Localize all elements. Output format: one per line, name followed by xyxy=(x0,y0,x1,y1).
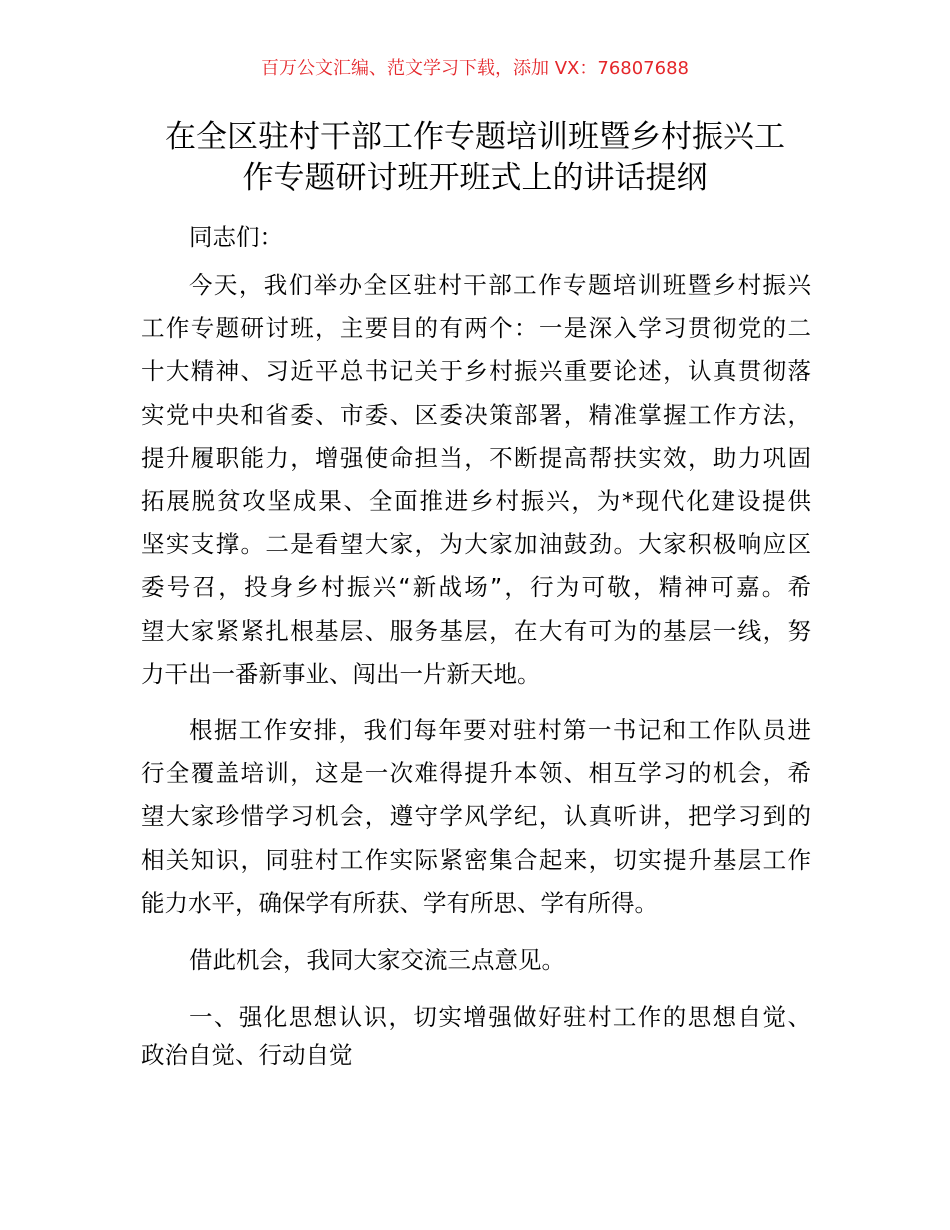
paragraph-5-line: 一、强化思想认识，切实增强做好驻村工作的思想自觉、 xyxy=(189,1003,811,1031)
paragraph-3-line: 行全覆盖培训，这是一次难得提升本领、相互学习的机会，希 xyxy=(141,759,811,788)
document-title-line-1: 在全区驻村干部工作专题培训班暨乡村振兴工 xyxy=(165,119,785,155)
paragraph-1-line: 同志们： xyxy=(189,223,283,251)
paragraph-3-line: 能力水平，确保学有所获、学有所思、学有所得。 xyxy=(141,888,658,917)
paragraph-3-line: 相关知识，同驻村工作实际紧密集合起来，切实提升基层工作 xyxy=(141,845,811,874)
paragraph-2-line: 工作专题研讨班，主要目的有两个：一是深入学习贯彻党的二 xyxy=(141,314,811,343)
paragraph-2-line: 委号召，投身乡村振兴“新战场”，行为可敬，精神可嘉。希 xyxy=(141,573,811,602)
paragraph-2-line: 坚实支撑。二是看望大家，为大家加油鼓劲。大家积极响应区 xyxy=(141,530,811,559)
watermark-banner: 百万公文汇编、范文学习下载，添加 VX：76807688 xyxy=(261,58,689,79)
paragraph-5-line: 政治自觉、行动自觉 xyxy=(141,1041,353,1069)
paragraph-2-line: 今天，我们举办全区驻村干部工作专题培训班暨乡村振兴 xyxy=(189,271,811,299)
paragraph-2-line: 望大家紧紧扎根基层、服务基层，在大有可为的基层一线，努 xyxy=(141,616,811,645)
paragraph-3-line: 望大家珍惜学习机会，遵守学风学纪，认真听讲，把学习到的 xyxy=(141,802,811,831)
paragraph-2-line: 实党中央和省委、市委、区委决策部署，精准掌握工作方法， xyxy=(141,400,811,429)
paragraph-2-line: 十大精神、习近平总书记关于乡村振兴重要论述，认真贯彻落 xyxy=(141,357,811,386)
paragraph-3-line: 根据工作安排，我们每年要对驻村第一书记和工作队员进 xyxy=(189,716,811,744)
paragraph-2-line: 力干出一番新事业、闯出一片新天地。 xyxy=(141,659,541,688)
paragraph-2-line: 拓展脱贫攻坚成果、全面推进乡村振兴，为*现代化建设提供 xyxy=(141,487,811,515)
paragraph-2-line: 提升履职能力，增强使命担当，不断提高帮扶实效，助力巩固 xyxy=(141,443,811,472)
paragraph-4-line: 借此机会，我同大家交流三点意见。 xyxy=(189,946,565,974)
document-title-line-2: 作专题研讨班开班式上的讲话提纲 xyxy=(242,160,708,196)
